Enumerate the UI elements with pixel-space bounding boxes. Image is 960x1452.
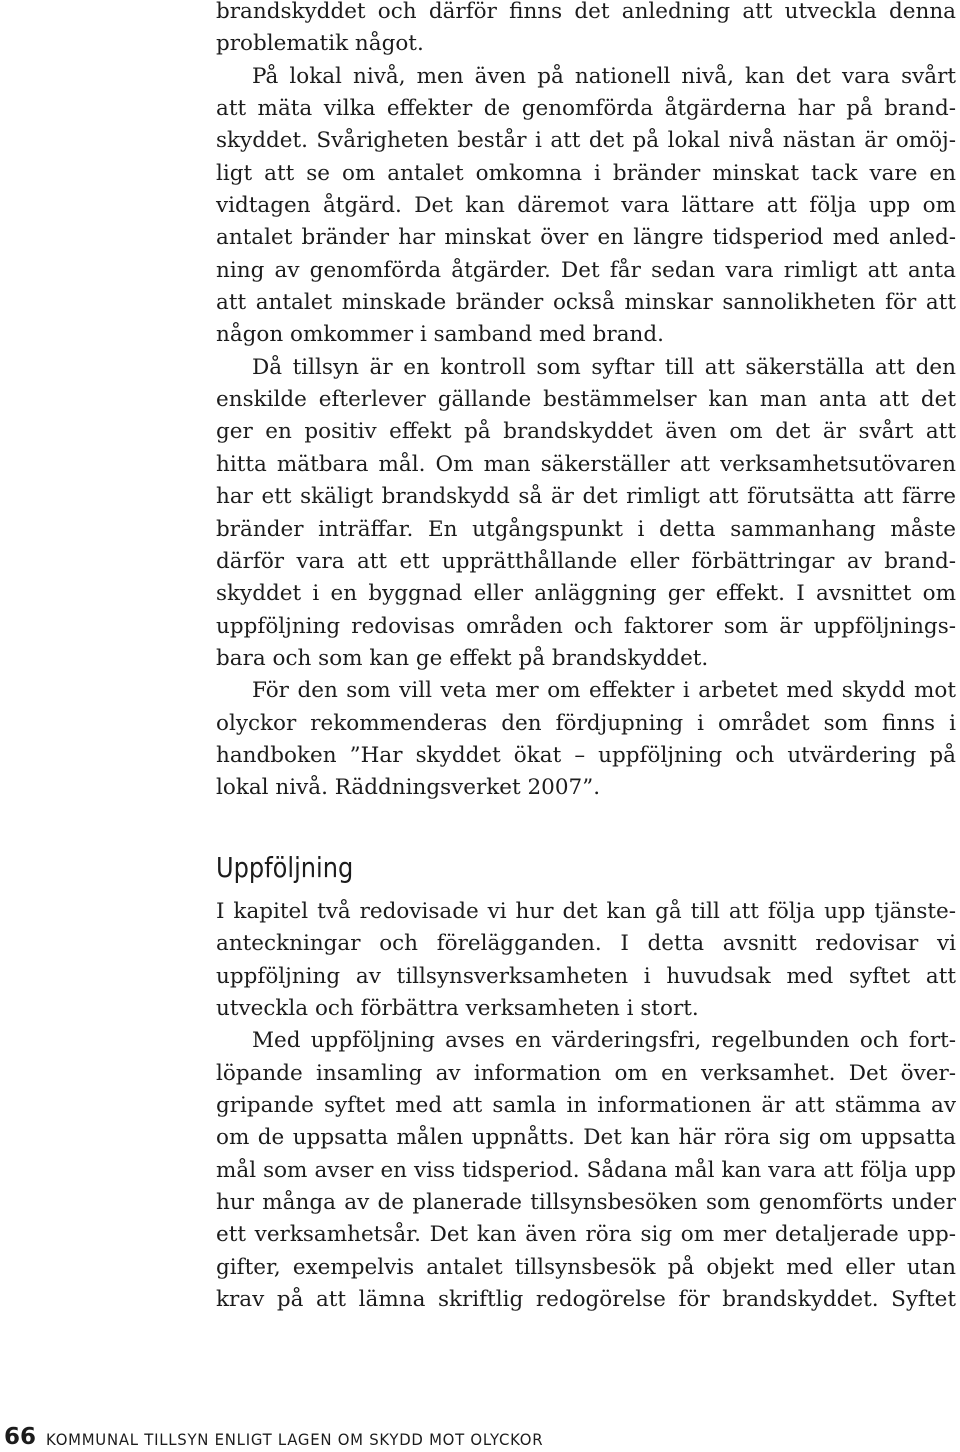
text-line: ligt att se om antalet omkomna i bränder minskat tack vare en [216,160,956,186]
text-line: olyckor rekommenderas den fördjupning i området som finns i [216,710,956,736]
text-line: krav på att lämna skriftlig redogörelse för brandskyddet. Syftet [216,1287,956,1313]
text-line: enskilde efterlever gällande bestämmelser kan man anta att det [216,387,956,413]
text-line: Med uppföljning avses en värderingsfri, regelbunden och fort- [252,1028,956,1054]
text-line: att mäta vilka effekter de genomförda åtgärderna har på brand- [216,96,956,122]
text-line: problematik något. [216,31,424,57]
text-line: skyddet. Svårigheten består i att det på lokal nivå nästan är omöj- [216,128,956,154]
text-line: gifter, exempelvis antalet tillsynsbesök på objekt med eller utan [216,1254,956,1280]
text-line: På lokal nivå, men även på nationell nivå, kan det vara svårt [252,63,956,89]
text-line: ger en positiv effekt på brandskyddet även om det är svårt att [216,419,956,445]
running-title: KOMMUNAL TILLSYN ENLIGT LAGEN OM SKYDD MOT OLYCKOR [46,1430,544,1449]
text-line: uppföljning redovisas områden och faktorer som är uppföljnings- [216,613,956,639]
page-footer [0,1424,960,1452]
text-line: hur många av de planerade tillsynsbesöken som genomförts under [216,1190,956,1216]
text-line: Då tillsyn är en kontroll som syftar till att säkerställa att den [252,354,956,380]
text-line: mål som avser en viss tidsperiod. Sådana mål kan vara att följa upp [216,1157,956,1183]
text-line: bränder inträffar. En utgångspunkt i detta sammanhang måste [216,516,956,542]
body-text-section-2 [216,896,956,1316]
text-line: lokal nivå. Räddningsverket 2007”. [216,775,601,801]
text-line: någon omkommer i samband med brand. [216,322,664,348]
text-line: bara och som kan ge effekt på brandskyddet. [216,645,709,671]
page-number: 66 [4,1424,37,1450]
text-line: om de uppsatta målen uppnåtts. Det kan här röra sig om uppsatta [216,1125,956,1151]
body-text-section-1 [216,0,956,805]
text-line: utveckla och förbättra verksamheten i stort. [216,996,699,1022]
text-line: att antalet minskade bränder också minskar sannolikheten för att [216,290,956,316]
text-line: handboken ”Har skyddet ökat – uppföljning och utvärdering på [216,742,956,768]
section-heading: Uppföljning [216,851,354,884]
text-line: brandskyddet och därför finns det anledning att utveckla denna [216,0,956,24]
text-line: ett verksamhetsår. Det kan även röra sig om mer detaljerade upp- [216,1222,956,1248]
text-line: gripande syftet med att samla in informationen är att stämma av [216,1093,956,1119]
text-line: ning av genomförda åtgärder. Det får sedan vara rimligt att anta [216,257,956,283]
text-line: har ett skäligt brandskydd så är det rimligt att förutsätta att färre [216,484,956,510]
text-line: därför vara att ett upprätthållande eller förbättringar av brand- [216,548,956,574]
text-line: För den som vill veta mer om effekter i arbetet med skydd mot [252,678,956,704]
text-line: I kapitel två redovisade vi hur det kan gå till att följa upp tjänste- [216,899,956,924]
text-line: antalet bränder har minskat över en längre tidsperiod med anled- [216,225,956,251]
text-line: vidtagen åtgärd. Det kan däremot vara lättare att följa upp om [216,193,956,219]
text-line: skyddet i en byggnad eller anläggning ger effekt. I avsnittet om [216,581,956,607]
text-line: uppföljning av tillsynsverksamheten i huvudsak med syftet att [216,963,956,989]
text-line: hitta mätbara mål. Om man säkerställer att verksamhetsutövaren [216,451,956,477]
text-line: löpande insamling av information om en verksamhet. Det över- [216,1060,956,1086]
text-line: anteckningar och förelägganden. I detta avsnitt redovisar vi [216,931,956,957]
